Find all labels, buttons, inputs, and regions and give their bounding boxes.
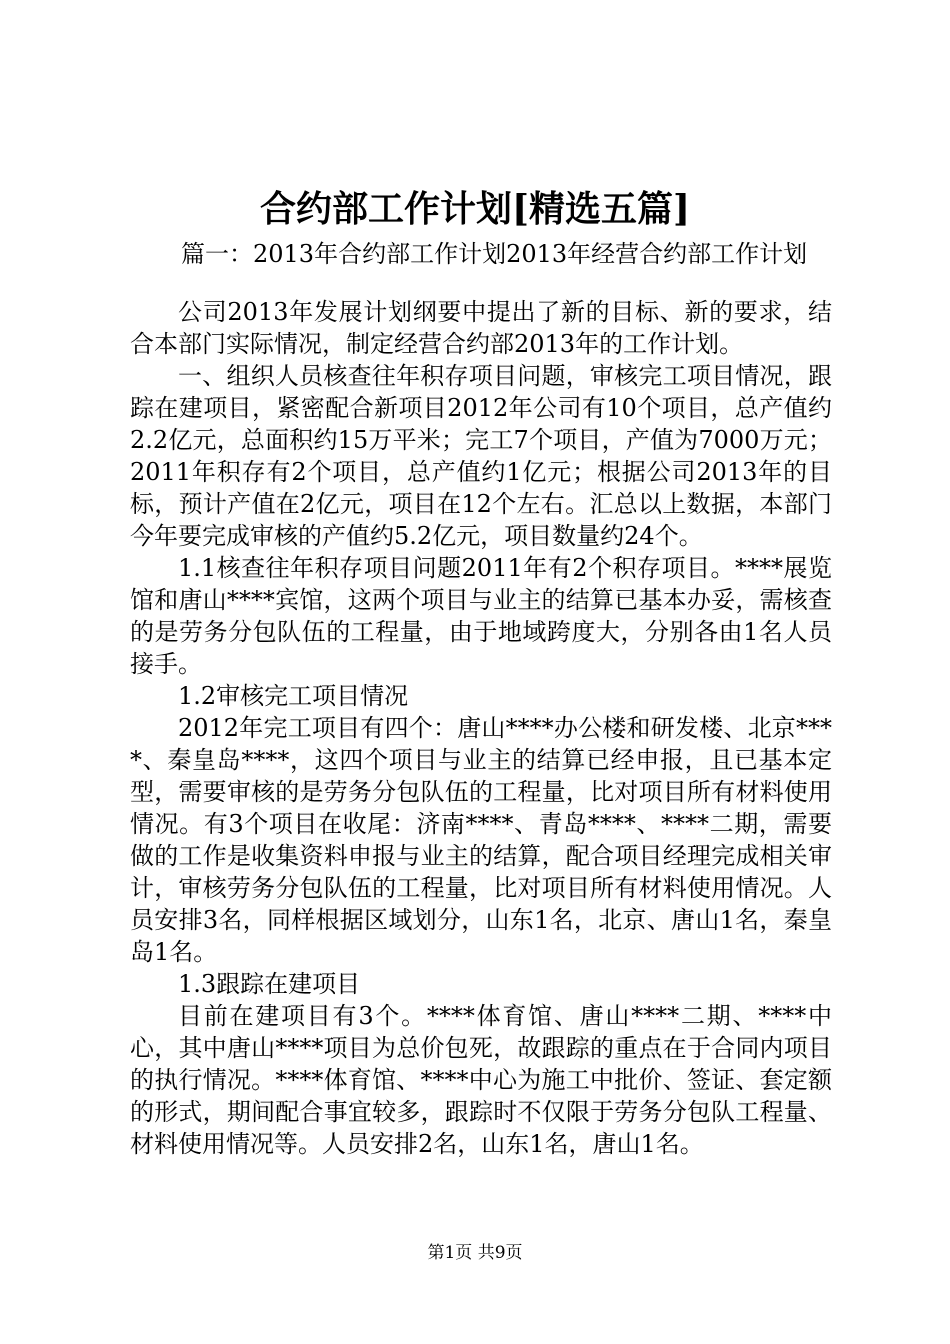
paragraph-section-1-2: 2012年完工项目有四个：唐山****办公楼和研发楼、北京****、秦皇岛****，这四个项目与业主的结算已经申报，且已基本定型，需要审核的是劳务分包队伍的工程量，比对项目所有材料使用情况。有3个项目在收尾：济南****、青岛****、****二期，需要做的工作是收集资料申报与业主的结算，配合项目经理完成相关审计，审核劳务分包队伍的工程量，比对项目所有材料使用情况。人员安排3名，同样根据区域划分，山东1名，北京、唐山1名，秦皇岛1名。	[130, 714, 832, 966]
paragraph-section-1-1: 1.1核查往年积存项目问题2011年有2个积存项目。****展览馆和唐山****宾馆，这两个项目与业主的结算已基本办妥，需核查的是劳务分包队伍的工程量，由于地域跨度大，分别各由1名人员接手。	[130, 554, 832, 678]
document-title: 合约部工作计划[精选五篇]	[259, 188, 691, 230]
paragraph-intro: 公司2013年发展计划纲要中提出了新的目标、新的要求，结合本部门实际情况，制定经营合约部2013年的工作计划。	[130, 298, 832, 358]
paragraph-section-1-3: 目前在建项目有3个。****体育馆、唐山****二期、****中心，其中唐山****项目为总价包死，故跟踪的重点在于合同内项目的执行情况。****体育馆、****中心为施工中批价、签证、套定额的形式，期间配合事宜较多，跟踪时不仅限于劳务分包队工程量、材料使用情况等。人员安排2名，山东1名，唐山1名。	[130, 1002, 832, 1158]
document-subtitle: 篇一：2013年合约部工作计划2013年经营合约部工作计划	[181, 240, 808, 268]
heading-section-1-2: 1.2审核完工项目情况	[178, 682, 409, 710]
paragraph-section-1: 一、组织人员核查往年积存项目问题，审核完工项目情况，跟踪在建项目，紧密配合新项目2012年公司有10个项目，总产值约2.2亿元，总面积约15万平米；完工7个项目，产值为7000万元；2011年积存有2个项目，总产值约1亿元；根据公司2013年的目标，预计产值在2亿元，项目在12个左右。汇总以上数据，本部门今年要完成审核的产值约5.2亿元，项目数量约24个。	[130, 362, 832, 550]
document-body	[130, 296, 832, 1160]
heading-section-1-3: 1.3跟踪在建项目	[178, 970, 361, 998]
page-footer: 第1页 共9页	[427, 1243, 523, 1263]
